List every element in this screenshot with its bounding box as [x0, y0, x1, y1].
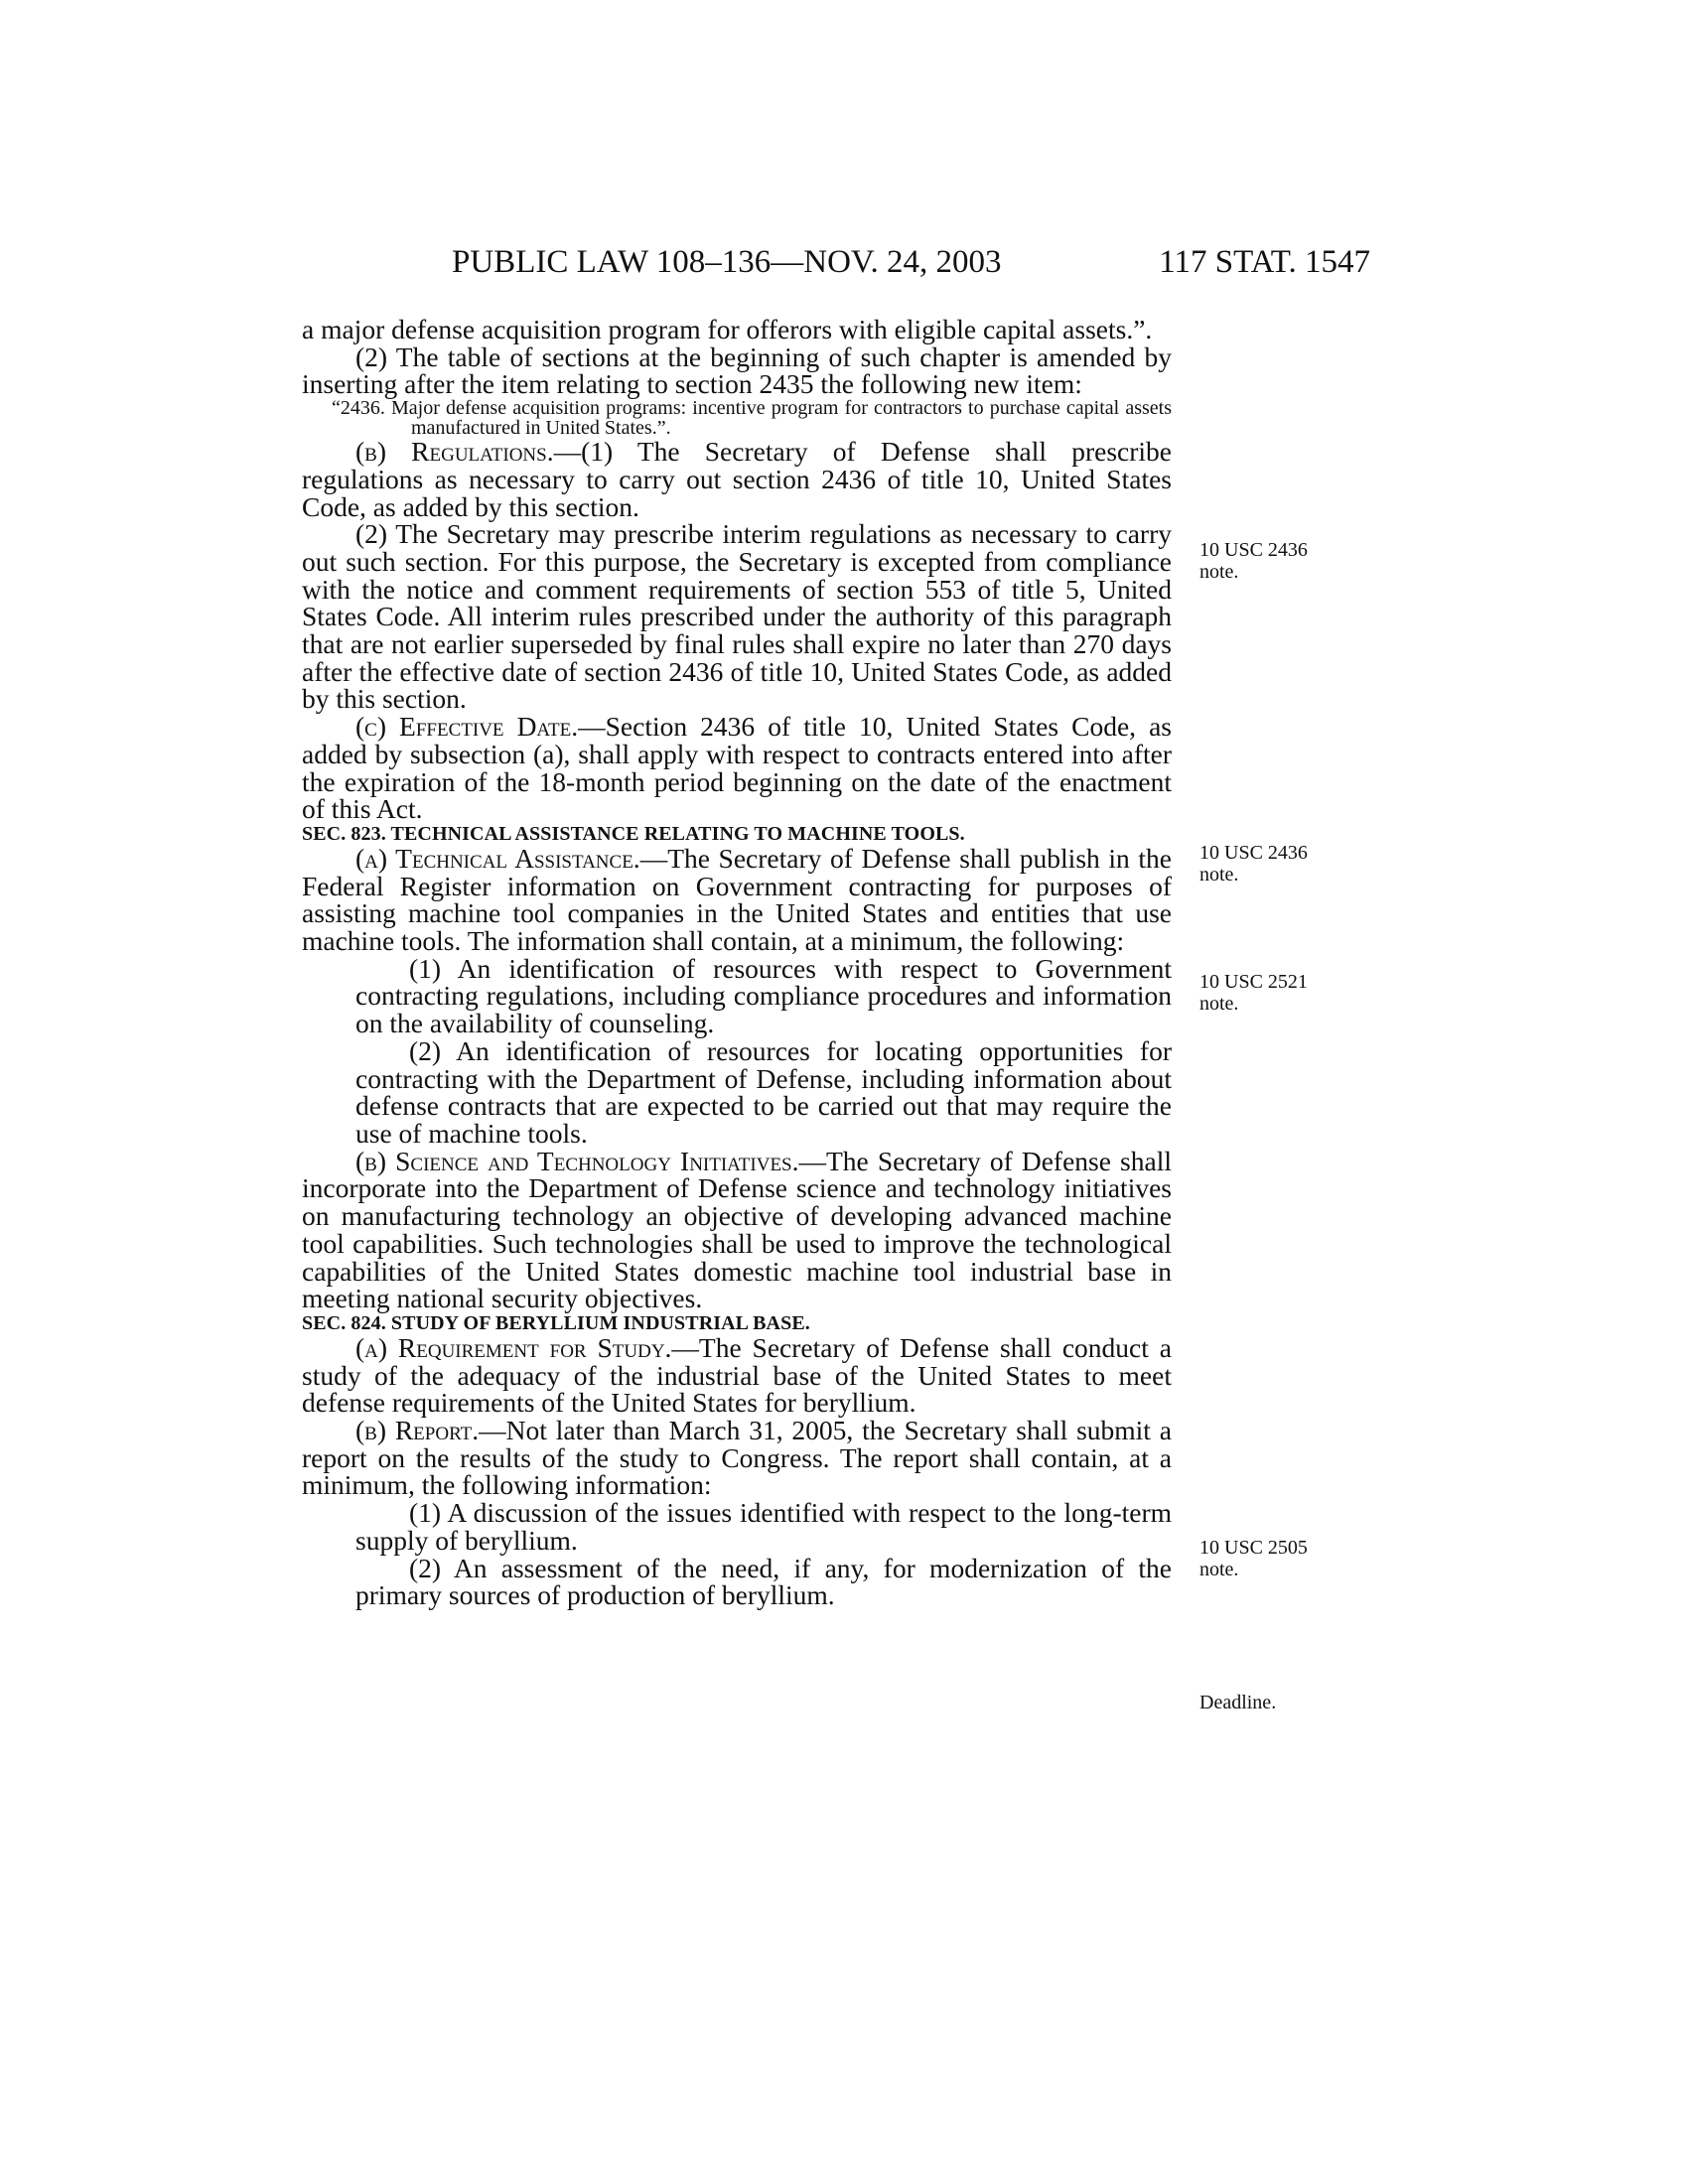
header-stat-citation: 117 STAT. 1547 [1159, 244, 1370, 280]
section-824-a-text: —The Secretary of Defense shall conduct a study of the adequacy of the industrial base of the United States to meet defense requirements of the United States for beryllium. [302, 1331, 1172, 1419]
subsection-c-label: (c) Effective Date. [355, 711, 579, 743]
margin-note-section-823 [1199, 971, 1348, 1015]
margin-note-regulations [1199, 539, 1348, 583]
section-824-b-2: (2) An assessment of the need, if any, for modernization of the primary sources of production of beryllium. [355, 1552, 1172, 1611]
section-824-b-label: (b) Report. [355, 1415, 480, 1446]
paragraph-table-of-sections: (2) The table of sections at the beginning of such chapter is amended by inserting after the item relating to section 2435 the following new item: [302, 341, 1172, 400]
subsection-b-2: (2) The Secretary may prescribe interim regulations as necessary to carry out such section. For this purpose, the Secretary is excepted from compliance with the notice and comment requirements of section 553 of title 5, United States Code. All interim rules prescribed under the authority of this paragraph that are not earlier superseded by final rules shall expire no later than 270 days after the effective date of section 2436 of title 10, United States Code, as added by this section. [302, 518, 1172, 715]
margin-note-deadline: Deadline. [1199, 1692, 1277, 1713]
section-823-heading: SEC. 823. TECHNICAL ASSISTANCE RELATING TO MACHINE TOOLS. [302, 822, 965, 845]
margin-note-effective-date [1199, 842, 1348, 886]
section-823-b-label: (b) Science and Technology Initiatives. [355, 1145, 799, 1176]
margin-note-line: note. [1199, 993, 1239, 1015]
section-823-a [302, 842, 1173, 957]
subsection-b-label: (b) Regulations. [355, 436, 554, 468]
page-header [452, 244, 1370, 284]
section-823-b [302, 1145, 1172, 1314]
margin-note-line: note. [1199, 1559, 1239, 1580]
section-824-b [302, 1417, 1172, 1499]
margin-note-line: 10 USC 2521 [1199, 971, 1308, 993]
margin-note-line: note. [1199, 561, 1239, 583]
section-823-a-label: (a) Technical Assistance. [355, 842, 640, 874]
section-823-a-2: (2) An identification of resources for locating opportunities for contracting with the Department of Defense, including information about defense contracts that are expected to be carried out that may require the use of machine tools. [355, 1034, 1172, 1149]
section-824-a [302, 1331, 1172, 1419]
section-824-heading: SEC. 824. STUDY OF BERYLLIUM INDUSTRIAL BASE. [302, 1311, 810, 1334]
section-823-a-1: (1) An identification of resources with respect to Government contracting regulations, including compliance procedures and information on the availability of counseling. [355, 952, 1172, 1039]
margin-note-line: note. [1199, 864, 1239, 886]
header-title: PUBLIC LAW 108–136—NOV. 24, 2003 [452, 244, 1002, 280]
new-item-2436: “2436. Major defense acquisition programs: incentive program for contractors to purchase capital assets manufactured in United States.”. [332, 397, 1172, 440]
subsection-b-text: —(1) The Secretary of Defense shall prescribe regulations as necessary to carry out section 2436 of title 10, United States Code, as added by this section. [302, 436, 1172, 522]
subsection-c-text: —Section 2436 of title 10, United States Code, as added by subsection (a), shall apply with respect to contracts entered into after the expiration of the 18-month period beginning on the date of the enactment of this Act. [302, 711, 1172, 825]
margin-note-line: 10 USC 2436 [1199, 539, 1308, 561]
subsection-c-effective-date [302, 713, 1172, 823]
margin-note-section-824 [1199, 1537, 1348, 1580]
section-824-b-text: —Not later than March 31, 2005, the Secretary shall submit a report on the results of the study to Congress. The report shall contain, at a minimum, the following information: [302, 1415, 1172, 1501]
body-text [302, 316, 1172, 1609]
subsection-b-regulations [302, 438, 1172, 520]
paragraph-continuation: a major defense acquisition program for offerors with eligible capital assets.”. [302, 314, 1153, 344]
section-824-b-1: (1) A discussion of the issues identified with respect to the long-term supply of beryllium. [355, 1497, 1172, 1556]
section-824-a-label: (a) Requirement for Study. [355, 1331, 672, 1363]
section-823-a-text: —The Secretary of Defense shall publish in the Federal Register information on Government contracting for purposes of assisting machine tool companies in the United States and entities that use machine tools. The information shall contain, at a minimum, the following: [302, 842, 1173, 957]
margin-note-line: 10 USC 2436 [1199, 842, 1308, 864]
margin-note-line: 10 USC 2505 [1199, 1537, 1308, 1559]
section-823-b-text: —The Secretary of Defense shall incorporate into the Department of Defense science and technology initiatives on manufacturing technology an objective of developing advanced machine tool capabilities. Such technologies shall be used to improve the technological capabilities of the United States domestic machine tool industrial base in meeting national security objectives. [302, 1145, 1172, 1314]
